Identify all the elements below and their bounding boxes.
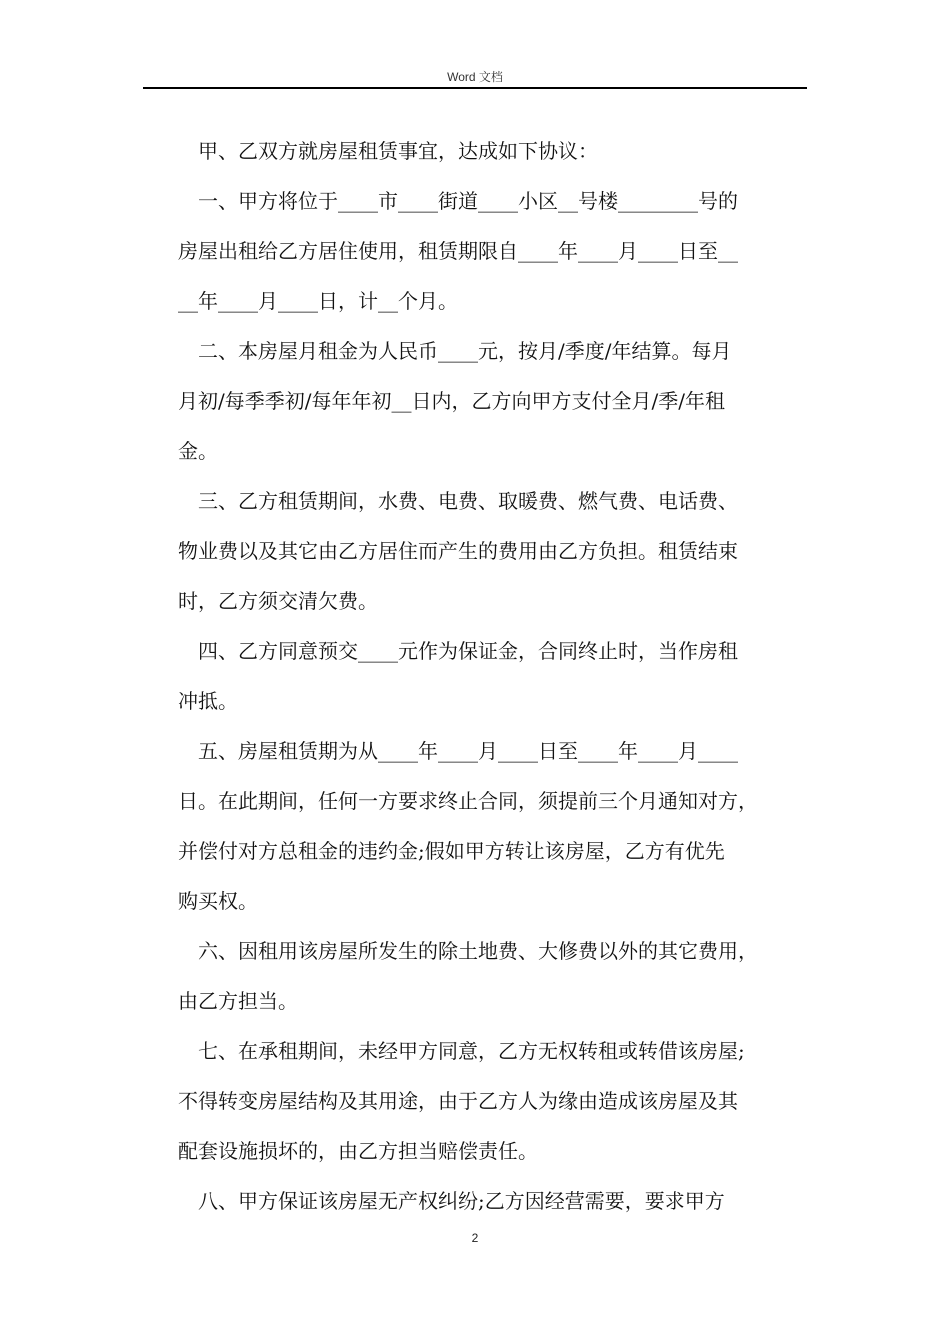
paragraph-line: __年____月____日，计__个月。 xyxy=(178,289,458,313)
paragraph-line: 不得转变房屋结构及其用途，由于乙方人为缘由造成该房屋及其 xyxy=(178,1089,738,1113)
paragraph-line: 六、因租用该房屋所发生的除土地费、大修费以外的其它费用， xyxy=(198,939,758,963)
document-body xyxy=(178,126,810,1226)
paragraph-clause-4 xyxy=(178,626,810,726)
paragraph-line: 冲抵。 xyxy=(178,689,238,713)
paragraph-intro xyxy=(178,126,810,176)
paragraph-line: 三、乙方租赁期间，水费、电费、取暖费、燃气费、电话费、 xyxy=(198,489,738,513)
page-number: 2 xyxy=(471,1231,479,1245)
header-divider xyxy=(143,87,807,89)
paragraph-clause-5 xyxy=(178,726,810,926)
paragraph-clause-7 xyxy=(178,1026,810,1176)
paragraph-clause-2 xyxy=(178,326,810,476)
paragraph-line: 物业费以及其它由乙方居住而产生的费用由乙方负担。租赁结束 xyxy=(178,539,738,563)
paragraph-line: 甲、乙双方就房屋租赁事宜，达成如下协议： xyxy=(198,139,598,163)
paragraph-line: 七、在承租期间，未经甲方同意，乙方无权转租或转借该房屋; xyxy=(198,1039,745,1063)
paragraph-line: 配套设施损坏的，由乙方担当赔偿责任。 xyxy=(178,1139,538,1163)
paragraph-clause-3 xyxy=(178,476,810,626)
paragraph-line: 金。 xyxy=(178,439,218,463)
paragraph-clause-1 xyxy=(178,176,810,326)
paragraph-line: 房屋出租给乙方居住使用，租赁期限自____年____月____日至__ xyxy=(178,239,738,263)
paragraph-line: 日。在此期间，任何一方要求终止合同，须提前三个月通知对方， xyxy=(178,789,758,813)
paragraph-line: 二、本房屋月租金为人民币____元，按月/季度/年结算。每月 xyxy=(198,339,732,363)
paragraph-line: 购买权。 xyxy=(178,889,258,913)
paragraph-line: 四、乙方同意预交____元作为保证金，合同终止时，当作房租 xyxy=(198,639,738,663)
paragraph-line: 五、房屋租赁期为从____年____月____日至____年____月____ xyxy=(198,739,738,763)
page-header-label: Word 文档 xyxy=(447,70,503,84)
paragraph-line: 一、甲方将位于____市____街道____小区__号楼________号的 xyxy=(198,189,738,213)
paragraph-line: 时，乙方须交清欠费。 xyxy=(178,589,378,613)
paragraph-line: 八、甲方保证该房屋无产权纠纷;乙方因经营需要，要求甲方 xyxy=(198,1189,725,1213)
paragraph-line: 并偿付对方总租金的违约金;假如甲方转让该房屋，乙方有优先 xyxy=(178,839,725,863)
paragraph-line: 由乙方担当。 xyxy=(178,989,298,1013)
paragraph-line: 月初/每季季初/每年年初__日内，乙方向甲方支付全月/季/年租 xyxy=(178,389,725,413)
paragraph-clause-8 xyxy=(178,1176,810,1226)
paragraph-clause-6 xyxy=(178,926,810,1026)
